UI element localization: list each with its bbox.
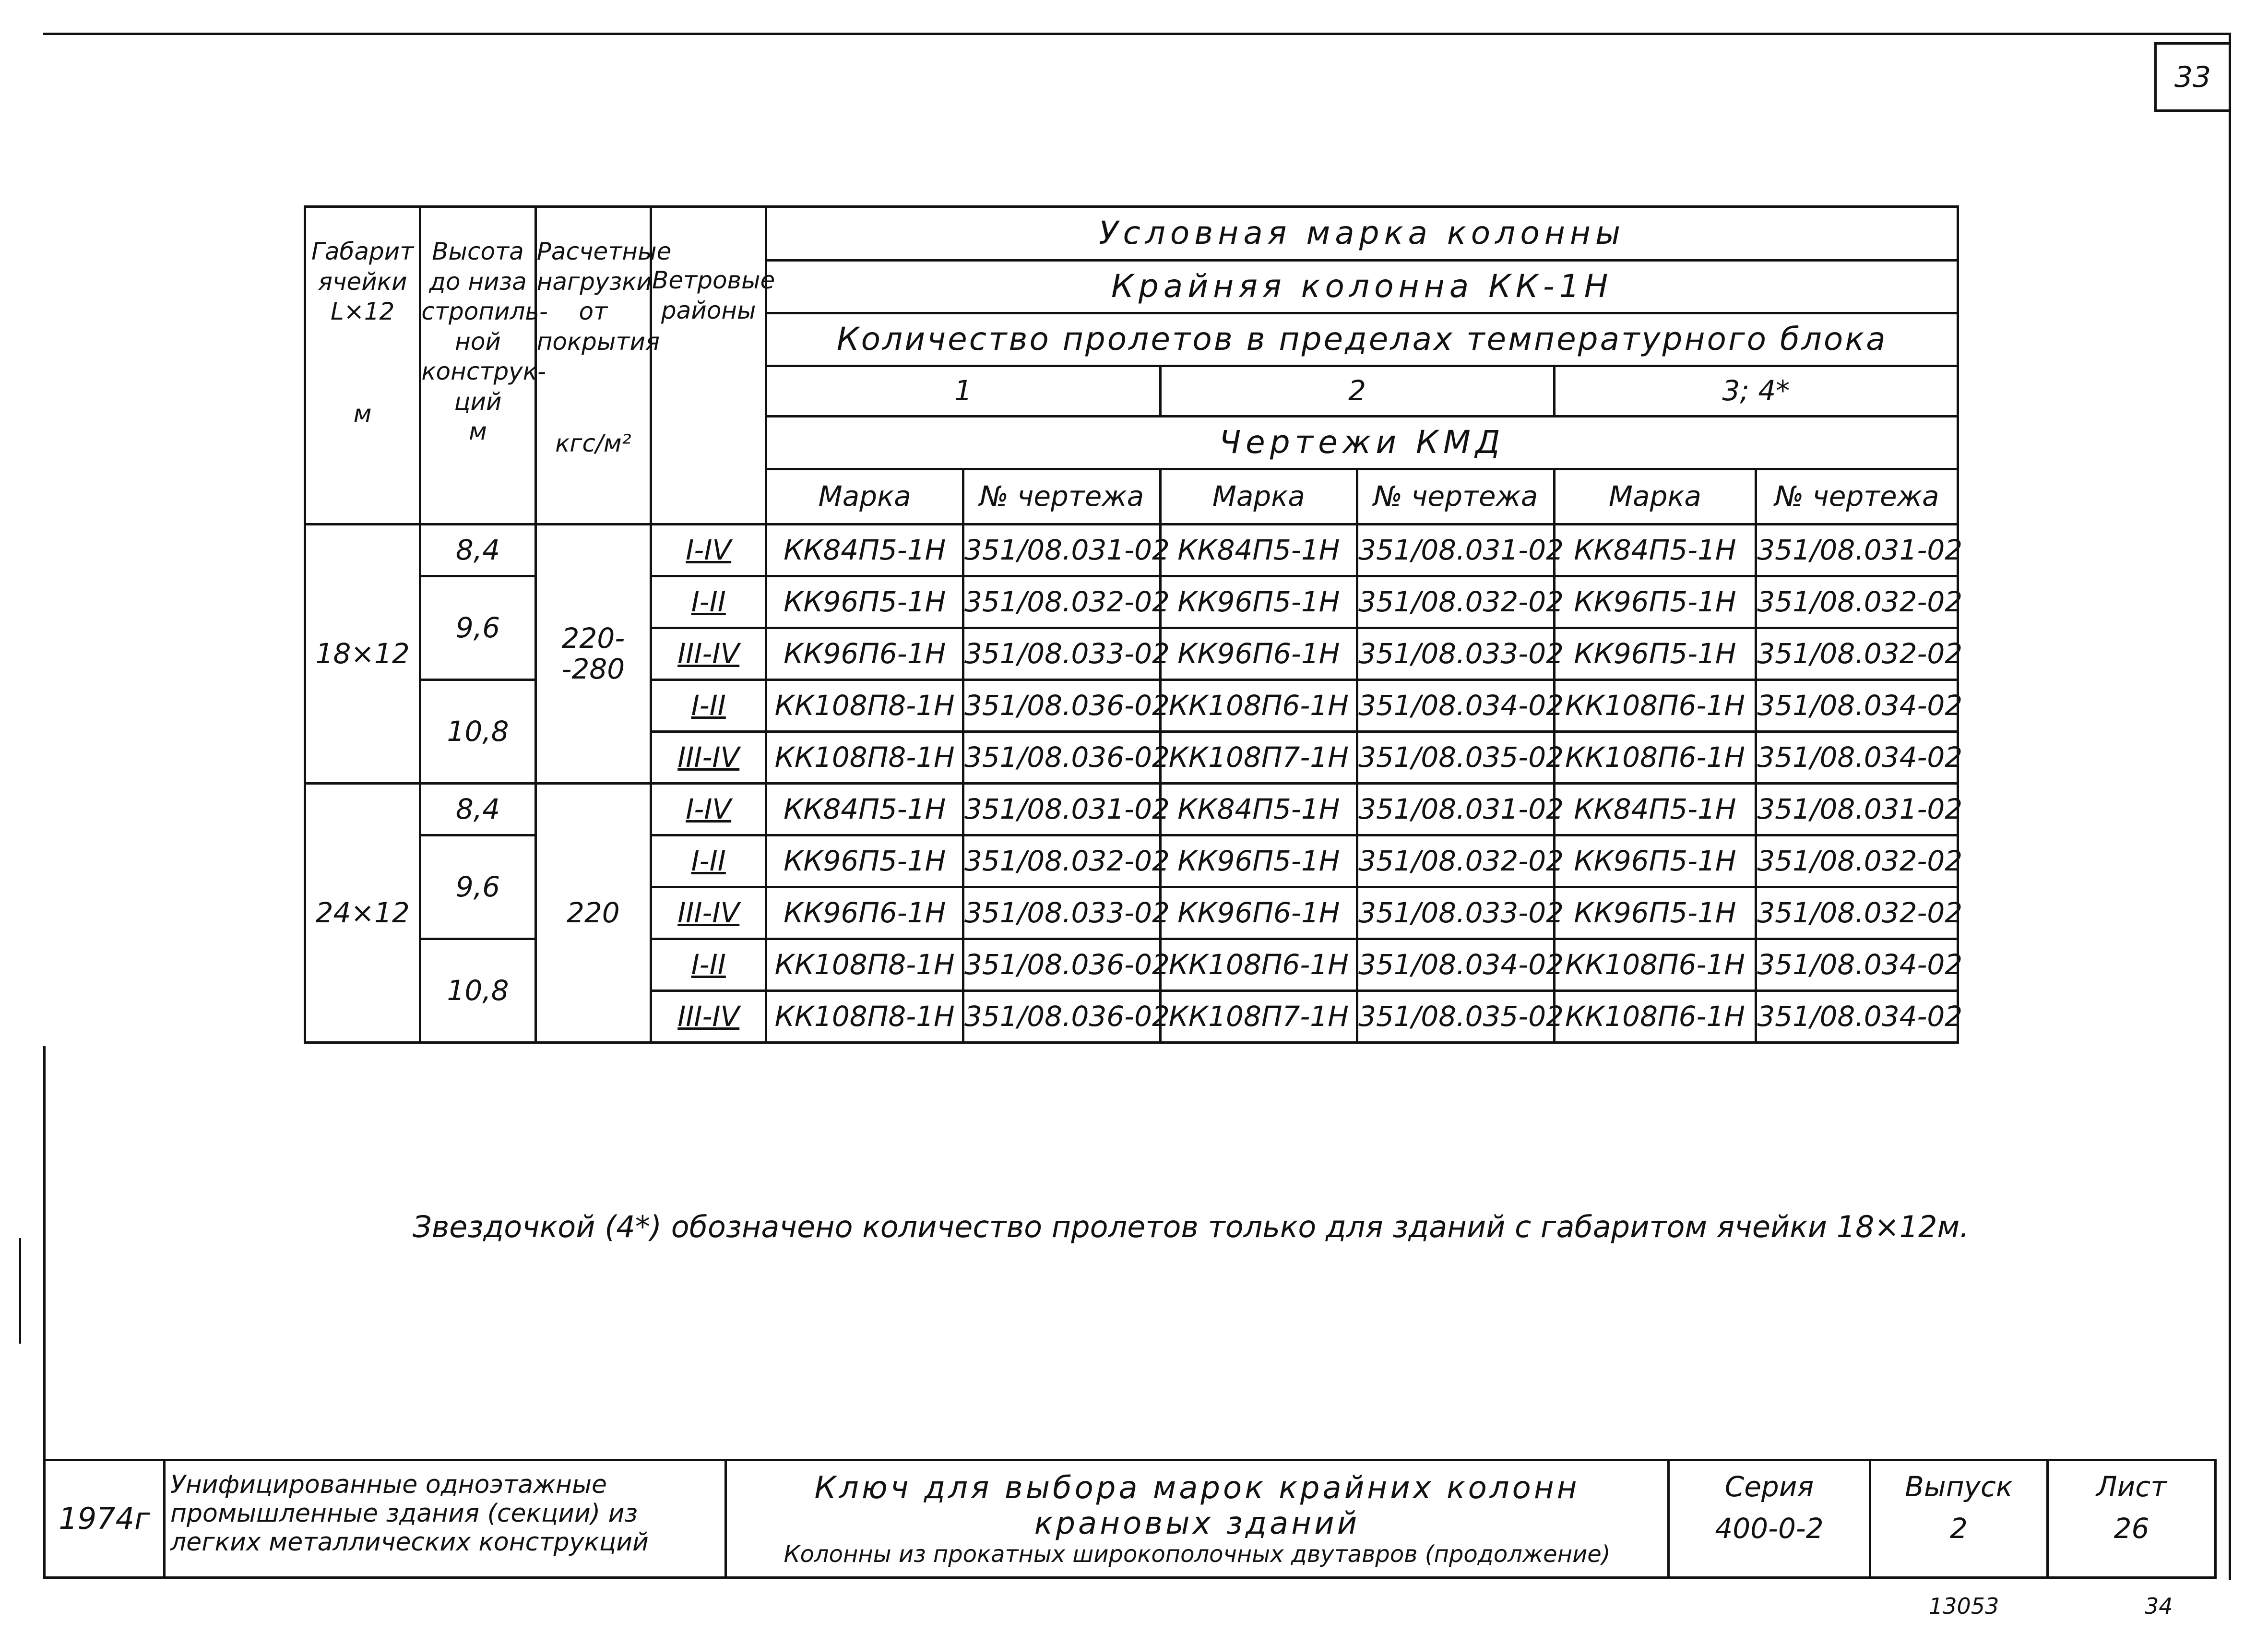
- table-body: [305, 207, 1963, 1043]
- issue-label: Выпуск: [1905, 1470, 2013, 1503]
- drawing-span-1: 351/08.033-02: [963, 628, 1160, 680]
- drawing-span-3: 351/08.034-02: [1756, 680, 1958, 732]
- mark-span-1: КК96П6-1Н: [766, 887, 963, 939]
- drawing-span-2: 351/08.033-02: [1357, 628, 1555, 680]
- header-drawings-title: Чертежи КМД: [766, 417, 1958, 469]
- title-issue-cell: [1870, 1460, 2048, 1578]
- mark-span-2: КК84П5-1Н: [1160, 524, 1357, 576]
- drawing-span-2: 351/08.032-02: [1357, 576, 1555, 628]
- wind-region-value: I-II: [651, 576, 766, 628]
- header-height-line4: ной: [455, 327, 501, 356]
- drawing-span-3: 351/08.031-02: [1756, 784, 1958, 835]
- drawing-span-3: 351/08.032-02: [1756, 628, 1958, 680]
- header-top-title: Условная марка колонны: [766, 207, 1958, 261]
- drawing-span-1: 351/08.031-02: [963, 784, 1160, 835]
- mark-span-2: КК96П5-1Н: [1160, 576, 1357, 628]
- header-load-line1: Расчетные: [536, 238, 672, 265]
- subheader-drawing-3: № чертежа: [1756, 469, 1958, 524]
- header-height-line6: ций: [454, 387, 502, 416]
- mark-span-2: КК108П7-1Н: [1160, 991, 1357, 1043]
- wind-region-value: III-IV: [651, 887, 766, 939]
- load-value: 220- -280: [535, 524, 651, 784]
- height-value: 8,4: [420, 524, 535, 576]
- mark-span-2: КК84П5-1Н: [1160, 784, 1357, 835]
- drawing-span-1: 351/08.032-02: [963, 576, 1160, 628]
- title-main-2: Колонны из прокатных широкополочных двутавров (продолжение): [784, 1541, 1611, 1568]
- height-value: 10,8: [420, 680, 535, 784]
- page-number: 33: [2174, 60, 2211, 94]
- frame-right-line: [2229, 33, 2231, 1580]
- subheader-mark-3: Марка: [1554, 469, 1756, 524]
- side-signature-stamp: [19, 1238, 50, 1344]
- header-span-3: 3; 4*: [1554, 366, 1958, 417]
- header-span-2: 2: [1160, 366, 1554, 417]
- mark-span-1: КК96П6-1Н: [766, 628, 963, 680]
- mark-span-2: КК108П6-1Н: [1160, 939, 1357, 991]
- mark-span-1: КК96П5-1Н: [766, 835, 963, 887]
- issue-value: 2: [1950, 1512, 1968, 1545]
- title-org-cell: [165, 1460, 726, 1578]
- header-load-line2: нагрузки: [536, 267, 652, 296]
- mark-span-1: КК96П5-1Н: [766, 576, 963, 628]
- column-selection-table: [304, 205, 1963, 1044]
- drawing-span-2: 351/08.031-02: [1357, 524, 1555, 576]
- wind-region-value: I-II: [651, 939, 766, 991]
- drawing-span-3: 351/08.032-02: [1756, 576, 1958, 628]
- header-height-line3: стропиль-: [421, 298, 548, 325]
- mark-span-3: КК108П6-1Н: [1554, 732, 1756, 784]
- mark-span-3: КК96П5-1Н: [1554, 835, 1756, 887]
- drawing-span-1: 351/08.036-02: [963, 991, 1160, 1043]
- header-wind-line1: Ветровые: [652, 266, 775, 294]
- height-value: 10,8: [420, 939, 535, 1043]
- mark-span-1: КК108П8-1Н: [766, 991, 963, 1043]
- cell-size-value: 24×12: [305, 784, 420, 1043]
- frame-top-line: [43, 33, 2231, 35]
- header-cell-size: [305, 207, 420, 524]
- subheader-mark-2: Марка: [1160, 469, 1357, 524]
- series-value: 400-0-2: [1715, 1512, 1824, 1545]
- header-load: [535, 207, 672, 524]
- series-label: Серия: [1724, 1470, 1814, 1503]
- drawing-span-3: 351/08.034-02: [1756, 991, 1958, 1043]
- subheader-drawing-1: № чертежа: [963, 469, 1160, 524]
- header-cell-size-line1: Габарит: [311, 238, 414, 265]
- page-number-box: [2154, 42, 2231, 112]
- mark-span-1: КК108П8-1Н: [766, 680, 963, 732]
- wind-region-value: I-IV: [651, 784, 766, 835]
- table-row: [305, 524, 1958, 576]
- drawing-span-2: 351/08.035-02: [1357, 732, 1555, 784]
- mark-span-3: КК84П5-1Н: [1554, 524, 1756, 576]
- header-cell-size-unit: м: [353, 399, 372, 428]
- drawing-span-1: 351/08.032-02: [963, 835, 1160, 887]
- mark-span-1: КК84П5-1Н: [766, 524, 963, 576]
- header-height-line2: до низа: [429, 267, 527, 296]
- wind-region-value: I-II: [651, 680, 766, 732]
- title-year-cell: [45, 1460, 165, 1578]
- title-main-cell: [726, 1460, 1669, 1578]
- drawing-span-1: 351/08.036-02: [963, 939, 1160, 991]
- mark-span-3: КК108П6-1Н: [1554, 680, 1756, 732]
- mark-span-3: КК96П5-1Н: [1554, 576, 1756, 628]
- header-height-line5: конструк-: [421, 358, 546, 385]
- drawing-span-2: 351/08.032-02: [1357, 835, 1555, 887]
- header-cell-size-line2: ячейки: [318, 267, 407, 296]
- header-load-unit: кгс/м²: [555, 429, 631, 457]
- mark-span-1: КК84П5-1Н: [766, 784, 963, 835]
- table-row: [305, 784, 1958, 835]
- header-height: [420, 207, 548, 524]
- mark-span-3: КК108П6-1Н: [1554, 991, 1756, 1043]
- mark-span-3: КК84П5-1Н: [1554, 784, 1756, 835]
- wind-region-value: III-IV: [651, 628, 766, 680]
- drawing-span-2: 351/08.034-02: [1357, 939, 1555, 991]
- wind-region-value: III-IV: [651, 991, 766, 1043]
- mark-span-2: КК96П6-1Н: [1160, 887, 1357, 939]
- mark-span-3: КК108П6-1Н: [1554, 939, 1756, 991]
- load-value: 220: [535, 784, 651, 1043]
- mark-span-2: КК108П7-1Н: [1160, 732, 1357, 784]
- footnote: Звездочкой (4*) обозначено количество пролетов только для зданий с габаритом ячейки 18×12м.: [413, 1209, 1969, 1244]
- drawing-span-2: 351/08.031-02: [1357, 784, 1555, 835]
- drawing-span-3: 351/08.032-02: [1756, 887, 1958, 939]
- header-column-name: Крайняя колонна КК-1Н: [766, 261, 1958, 313]
- wind-region-value: I-II: [651, 835, 766, 887]
- drawing-span-2: 351/08.035-02: [1357, 991, 1555, 1043]
- header-wind-line2: районы: [661, 296, 756, 324]
- title-sheet-cell: [2048, 1460, 2216, 1578]
- sheet-value: 26: [2114, 1512, 2149, 1545]
- header-height-line1: Высота: [432, 238, 524, 265]
- wind-region-value: I-IV: [651, 524, 766, 576]
- subheader-mark-1: Марка: [766, 469, 963, 524]
- mark-span-1: КК108П8-1Н: [766, 732, 963, 784]
- header-load-line3: от: [579, 298, 608, 325]
- mark-span-3: КК96П5-1Н: [1554, 628, 1756, 680]
- header-span-1: 1: [766, 366, 1160, 417]
- wind-region-value: III-IV: [651, 732, 766, 784]
- height-value: 9,6: [420, 835, 535, 939]
- mark-span-2: КК96П6-1Н: [1160, 628, 1357, 680]
- height-value: 9,6: [420, 576, 535, 680]
- mark-span-3: КК96П5-1Н: [1554, 887, 1756, 939]
- drawing-span-3: 351/08.034-02: [1756, 939, 1958, 991]
- title-block: [43, 1459, 2217, 1579]
- drawing-span-1: 351/08.031-02: [963, 524, 1160, 576]
- drawing-span-2: 351/08.034-02: [1357, 680, 1555, 732]
- drawing-span-3: 351/08.034-02: [1756, 732, 1958, 784]
- header-cell-size-line3: L×12: [330, 298, 395, 325]
- drawing-span-1: 351/08.036-02: [963, 680, 1160, 732]
- mark-span-1: КК108П8-1Н: [766, 939, 963, 991]
- drawing-span-2: 351/08.033-02: [1357, 887, 1555, 939]
- title-series-cell: [1669, 1460, 1870, 1578]
- subheader-drawing-2: № чертежа: [1357, 469, 1555, 524]
- title-org: Унифицированные одноэтажные промышленные здания (секции) из легких металлических конструкций: [170, 1470, 649, 1557]
- header-height-unit: м: [469, 417, 487, 445]
- mark-span-2: КК108П6-1Н: [1160, 680, 1357, 732]
- sheet-label: Лист: [2096, 1470, 2167, 1503]
- mark-span-2: КК96П5-1Н: [1160, 835, 1357, 887]
- drawing-span-1: 351/08.036-02: [963, 732, 1160, 784]
- header-load-line4: покрытия: [536, 327, 660, 356]
- cell-size-value: 18×12: [305, 524, 420, 784]
- title-year: 1974г: [59, 1501, 150, 1537]
- bottom-code: 13053: [1929, 1593, 1999, 1619]
- drawing-span-3: 351/08.032-02: [1756, 835, 1958, 887]
- drawing-span-1: 351/08.033-02: [963, 887, 1160, 939]
- title-main-1: Ключ для выбора марок крайних колонн крановых зданий: [814, 1470, 1580, 1541]
- height-value: 8,4: [420, 784, 535, 835]
- drawing-span-3: 351/08.031-02: [1756, 524, 1958, 576]
- bottom-number: 34: [2145, 1593, 2173, 1619]
- header-spans-title: Количество пролетов в пределах температурного блока: [766, 313, 1958, 366]
